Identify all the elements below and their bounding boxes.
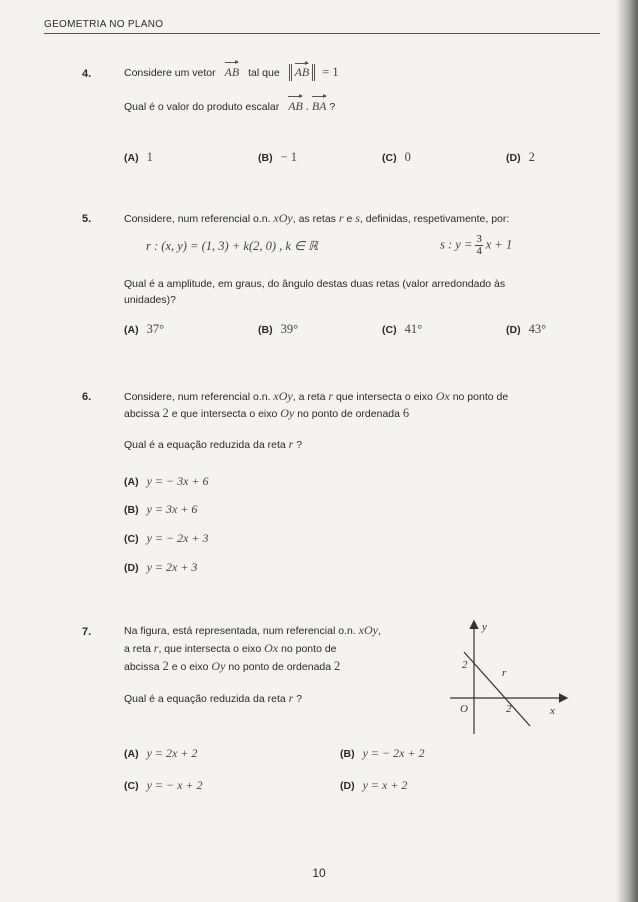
page-number: 10 <box>312 866 326 880</box>
question-7-prompt: Qual é a equação reduzida da reta r ? <box>124 691 303 705</box>
option-a[interactable]: (A) y = − 3x + 6 <box>124 474 209 488</box>
equation-r: r : (x, y) = (1, 3) + k(2, 0) , k ∈ ℝ <box>146 239 318 253</box>
question-number: 7. <box>82 626 92 638</box>
option-b[interactable]: (B) y = 3x + 6 <box>124 502 198 516</box>
option-d[interactable]: (D) 2 <box>506 150 535 164</box>
question-5-statement: Considere, num referencial o.n. xOy, as retas r e s, definidas, respetivamente, por: <box>124 211 510 225</box>
option-c[interactable]: (C) 0 <box>382 150 411 164</box>
x-intercept-label: 2 <box>506 703 512 715</box>
question-4-prompt: Qual é o valor do produto escalar AB . BA ? <box>124 99 336 113</box>
question-number: 6. <box>82 391 92 403</box>
question-number: 5. <box>82 213 92 225</box>
line-r-label: r <box>502 667 507 679</box>
option-d[interactable]: (D) y = x + 2 <box>340 778 408 792</box>
origin-label: O <box>460 703 468 715</box>
option-a[interactable]: (A) y = 2x + 2 <box>124 746 198 760</box>
option-c[interactable]: (C) 41° <box>382 322 423 336</box>
x-axis-label: x <box>550 705 555 717</box>
option-a[interactable]: (A) 37° <box>124 322 165 336</box>
question-6-prompt: Qual é a equação reduzida da reta r ? <box>124 437 303 451</box>
question-6-statement: Considere, num referencial o.n. xOy, a reta r que intersecta o eixo Ox no ponto de abcissa 2 e que intersecta o eixo Oy no ponto de ordenada 6 <box>124 389 509 420</box>
option-b[interactable]: (B) 39° <box>258 322 299 336</box>
option-d[interactable]: (D) y = 2x + 3 <box>124 560 198 574</box>
question-5-prompt: Qual é a amplitude, em graus, do ângulo destas duas retas (valor arredondado às unidades)? <box>124 278 506 306</box>
vector-norm: AB <box>289 64 316 81</box>
option-b[interactable]: (B) y = − 2x + 2 <box>340 746 425 760</box>
option-d[interactable]: (D) 43° <box>506 322 547 336</box>
y-intercept-label: 2 <box>462 659 468 671</box>
page-header: GEOMETRIA NO PLANO <box>44 19 600 34</box>
option-b[interactable]: (B) − 1 <box>258 150 298 164</box>
y-axis-label: y <box>482 621 487 633</box>
question-7-statement: Na figura, está representada, num referencial o.n. xOy, a reta r, que intersecta o eixo Ox no ponto de abcissa 2 e o eixo Oy no ponto de ordenada 2 <box>124 623 381 673</box>
coordinate-figure <box>446 618 572 736</box>
equation-s: s : y = $\frac{3}{4}$ x + 1 <box>440 233 513 257</box>
option-a[interactable]: (A) 1 <box>124 150 153 164</box>
scan-shadow-edge <box>616 0 638 902</box>
question-4-statement: Considere um vetor AB tal que AB = 1 <box>124 65 339 79</box>
option-c[interactable]: (C) y = − x + 2 <box>124 778 203 792</box>
vector-ab: AB <box>224 65 240 79</box>
option-c[interactable]: (C) y = − 2x + 3 <box>124 531 209 545</box>
question-number: 4. <box>82 68 92 80</box>
